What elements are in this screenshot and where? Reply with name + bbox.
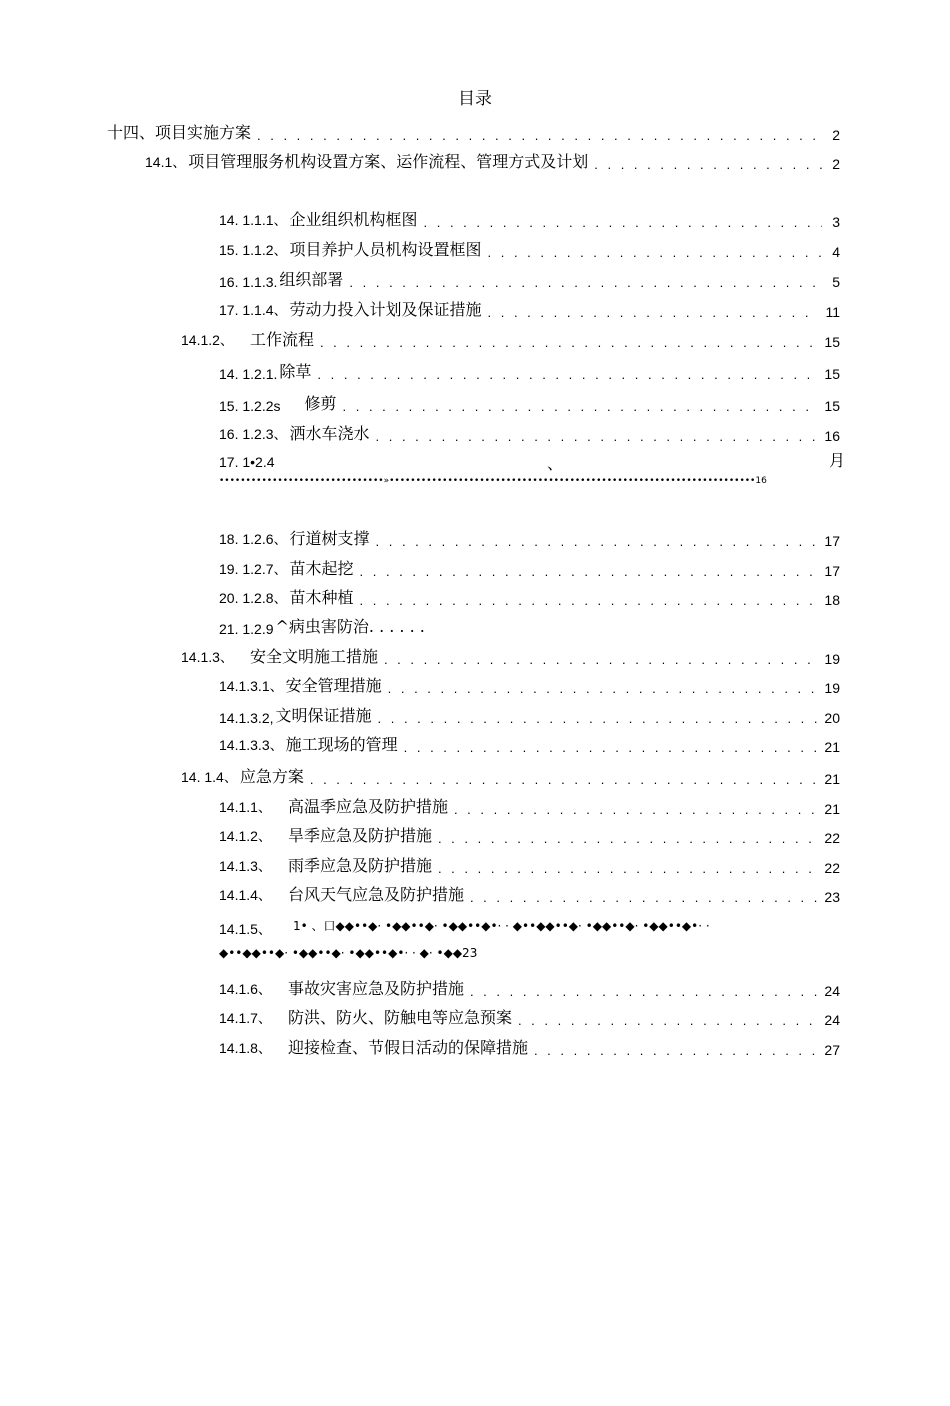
- toc-entry-page: 15: [824, 366, 840, 382]
- toc-entry-text: 高温季应急及防护措施: [287, 797, 448, 816]
- toc-entry-page: 2: [832, 127, 840, 143]
- toc-leader: [470, 985, 818, 999]
- toc-entry-text: 苗木起挖: [289, 559, 354, 578]
- toc-leader: [438, 832, 818, 846]
- toc-entry-page: 2: [832, 156, 840, 172]
- toc-entry[interactable]: [219, 670, 840, 696]
- toc-entry-text: 项目养护人员机构设置框图: [289, 240, 482, 259]
- toc-entry[interactable]: [219, 294, 840, 320]
- toc-entry-number: 14.1.3.3、: [219, 737, 284, 753]
- toc-entry-number: 14.1.8、: [219, 1040, 272, 1056]
- toc-entry-number: 14. 1.1.1、: [219, 212, 288, 228]
- toc-entry-number: 16. 1.1.3.: [219, 274, 278, 290]
- toc-leader: [594, 158, 822, 172]
- toc-leader: [360, 594, 819, 608]
- toc-entry-page: 24: [824, 1012, 840, 1028]
- toc-entry-number: 15. 1.1.2、: [219, 242, 288, 258]
- toc-entry-page: 22: [824, 860, 840, 876]
- toc-entry-number: 16. 1.2.3、: [219, 426, 288, 442]
- toc-entry-page: 18: [824, 592, 840, 608]
- toc-entry[interactable]: [219, 850, 840, 876]
- toc-entry-page: 5: [832, 274, 840, 290]
- toc-leader: [320, 336, 818, 350]
- toc-leader: [376, 535, 819, 549]
- toc-entry-page: 16: [824, 428, 840, 444]
- toc-entry[interactable]: [219, 553, 840, 579]
- toc-entry-page: 21: [824, 771, 840, 787]
- toc-entry-text: 雨季应急及防护措施: [287, 856, 432, 875]
- toc-leader: [317, 368, 818, 382]
- toc-leader: [470, 891, 818, 905]
- toc-entry-text: ^病虫害防治. . . . . .: [275, 617, 425, 636]
- toc-leader: [360, 565, 819, 579]
- toc-entry[interactable]: [219, 879, 840, 905]
- toc-entry[interactable]: [219, 523, 840, 549]
- toc-entry-number: 21. 1.2.9: [219, 621, 274, 637]
- toc-entry-number: 14.1.1、: [219, 799, 272, 815]
- toc-entry-text: 组织部署: [279, 270, 344, 289]
- toc-title: 目录: [458, 89, 492, 109]
- toc-entry[interactable]: [219, 973, 840, 999]
- toc-entry-number: 17. 1.1.4、: [219, 302, 288, 318]
- toc-entry-text: 工作流程: [249, 330, 314, 349]
- toc-entry[interactable]: [181, 324, 840, 350]
- toc-entry-number: 14.1.2、: [219, 828, 272, 844]
- toc-entry[interactable]: [219, 700, 840, 726]
- toc-entry-text: 事故灾害应急及防护措施: [287, 979, 464, 998]
- toc-entry-number: 14.1.4、: [219, 887, 272, 903]
- toc-entry-number: 14.1.3、: [181, 649, 234, 665]
- toc-leader: [534, 1044, 818, 1058]
- toc-entry[interactable]: [219, 264, 840, 290]
- toc-leader: [384, 653, 818, 667]
- toc-entry-page: 17: [824, 533, 840, 549]
- toc-entry-number: 14.1、: [145, 154, 187, 170]
- toc-leader: [488, 306, 820, 320]
- toc-entry-text: 项目管理服务机构设置方案、运作流程、管理方式及计划: [188, 152, 589, 171]
- toc-entry[interactable]: [181, 761, 840, 787]
- toc-entry-text: 应急方案: [239, 767, 304, 786]
- toc-entry-number: 14.1.6、: [219, 981, 272, 997]
- toc-entry-text: 防洪、防火、防触电等应急预案: [287, 1008, 512, 1027]
- toc-entry-text: 安全文明施工措施: [249, 647, 378, 666]
- toc-entry-page: 17: [824, 563, 840, 579]
- toc-leader: [388, 682, 819, 696]
- toc-leader: [518, 1014, 818, 1028]
- toc-leader: [343, 400, 819, 414]
- toc-leader: [488, 246, 822, 260]
- toc-leader: [438, 862, 818, 876]
- toc-garbled-line: ◆••◆◆••◆· •◆◆••◆· •◆◆••◆•· · ◆· •◆◆23: [219, 946, 478, 960]
- toc-entry-text: 洒水车浇水: [289, 424, 370, 443]
- toc-entry-text: 苗木种植: [289, 588, 354, 607]
- toc-entry-text: 劳动力投入计划及保证措施: [289, 300, 482, 319]
- toc-entry-page: 11: [825, 304, 840, 320]
- toc-entry[interactable]: [219, 1002, 840, 1028]
- toc-garbled-line: 1• 、口◆◆••◆· •◆◆••◆· •◆◆••◆•· · ◆••◆◆••◆· •◆◆••◆· •◆◆••◆•· ·: [293, 919, 710, 933]
- toc-entry[interactable]: [219, 1032, 840, 1058]
- toc-entry-number: 14.1.2、: [181, 332, 234, 348]
- toc-entry[interactable]: [219, 611, 425, 637]
- toc-entry-page: 21: [824, 739, 840, 755]
- toc-entry-text: 迎接检查、节假日活动的保障措施: [287, 1038, 528, 1057]
- toc-entry-text: 修剪: [304, 394, 337, 413]
- toc-entry-page: 23: [824, 889, 840, 905]
- toc-entry-page: 19: [824, 680, 840, 696]
- toc-leader: [378, 712, 819, 726]
- toc-entry-number: 14. 1.2.1.: [219, 366, 278, 382]
- toc-entry[interactable]: [219, 729, 840, 755]
- toc-entry[interactable]: [219, 234, 840, 260]
- toc-leader: [454, 803, 818, 817]
- toc-entry-number: 19. 1.2.7、: [219, 561, 288, 577]
- toc-entry-text: 行道树支撑: [289, 529, 370, 548]
- toc-entry[interactable]: [219, 388, 840, 414]
- toc-entry-number: 14.1.3、: [219, 858, 272, 874]
- toc-entry-number: 14. 1.4、: [181, 769, 238, 785]
- toc-entry[interactable]: [219, 418, 840, 444]
- toc-entry[interactable]: [219, 356, 840, 382]
- toc-entry-number: 14.1.3.1、: [219, 678, 284, 694]
- toc-entry-text: 安全管理措施: [285, 676, 382, 695]
- toc-leader: [404, 741, 819, 755]
- toc-entry-number: 20. 1.2.8、: [219, 590, 288, 606]
- toc-entry-page: 15: [824, 398, 840, 414]
- toc-leader: [257, 129, 822, 143]
- toc-entry-text: 除草: [279, 362, 312, 381]
- toc-entry-number: 14.1.3.2,: [219, 710, 274, 726]
- toc-entry[interactable]: [219, 791, 840, 817]
- toc-garbled-mid: 、: [547, 454, 564, 473]
- toc-garbled-line: •••••••••••••••••••••••••••••••»•••••••••••••••••••••••••••••••••••••••••••••••••••••••••••••••••••••16: [219, 476, 767, 486]
- toc-entry-number: 18. 1.2.6、: [219, 531, 288, 547]
- toc-entry-page: 24: [824, 983, 840, 999]
- toc-entry-page: 15: [824, 334, 840, 350]
- toc-entry-text: 文明保证措施: [275, 706, 372, 725]
- toc-entry[interactable]: [219, 582, 840, 608]
- toc-leader: [349, 276, 822, 290]
- toc-entry-page: 20: [824, 710, 840, 726]
- toc-entry-text: 施工现场的管理: [285, 735, 398, 754]
- toc-entry[interactable]: [219, 204, 840, 230]
- toc-entry-page: 3: [832, 214, 840, 230]
- toc-entry-number: 14.1.7、: [219, 1010, 272, 1026]
- toc-garbled-number: 14.1.5、: [219, 921, 272, 937]
- toc-entry-page: 21: [824, 801, 840, 817]
- toc-garbled-number: 17. 1•2.4: [219, 454, 275, 470]
- toc-entry[interactable]: [145, 146, 840, 172]
- toc-entry-page: 19: [824, 651, 840, 667]
- toc-entry-number: 15. 1.2.2s: [219, 398, 281, 414]
- toc-entry-text: 十四、项目实施方案: [107, 123, 252, 142]
- toc-entry-page: 27: [824, 1042, 840, 1058]
- toc-leader: [424, 216, 822, 230]
- toc-garbled-right: 月: [829, 451, 846, 470]
- toc-entry-text: 企业组织机构框图: [289, 210, 418, 229]
- toc-leader: [310, 773, 819, 787]
- toc-entry-text: 旱季应急及防护措施: [287, 826, 432, 845]
- toc-entry[interactable]: [107, 117, 840, 143]
- toc-entry-page: 22: [824, 830, 840, 846]
- toc-entry-page: 4: [832, 244, 840, 260]
- toc-entry-text: 台风天气应急及防护措施: [287, 885, 464, 904]
- toc-entry[interactable]: [219, 820, 840, 846]
- toc-entry[interactable]: [181, 641, 840, 667]
- toc-leader: [376, 430, 819, 444]
